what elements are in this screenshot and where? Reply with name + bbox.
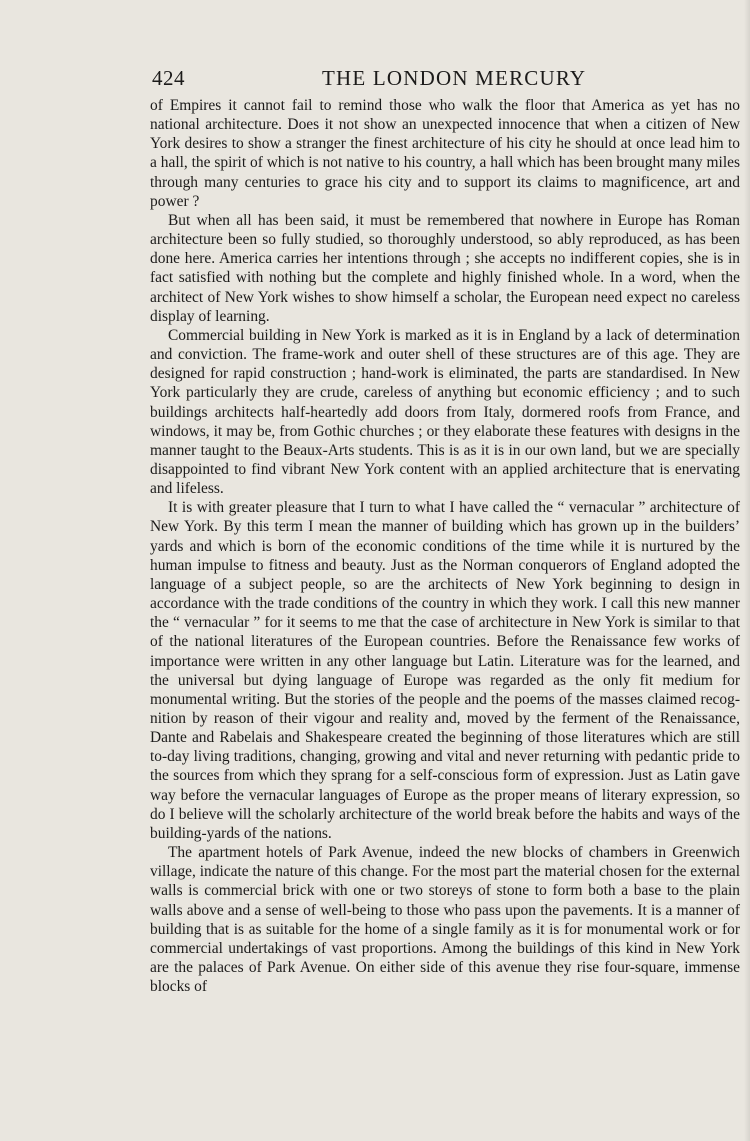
article-body <box>150 96 740 996</box>
paragraph-continued: of Empires it cannot fail to remind those who walk the floor that America as yet has no national architecture. Does it not show an unexpected innocence that when a citizen of New York desires to show a stranger the finest architecture of his city he should at once lead him to a hall, the spirit of which is not native to his country, a hall which has been brought many miles through many centuries to grace his city and to support its claims to magnificence, art and power ? <box>150 97 740 210</box>
paragraph: But when all has been said, it must be remembered that nowhere in Europe has Roman architecture been so fully studied, so thoroughly understood, so ably reproduced, as has been done here. America carries her intentions through ; she accepts no indifferent copies, she is in fact satisfied with nothing but the complete and highly finished whole. In a word, when the architect of New York wishes to show himself a scholar, the European need expect no careless display of learning. <box>150 211 740 325</box>
paragraph: It is with greater pleasure that I turn to what I have called the “ vernacular ” architecture of New York. By this term I mean the manner of building which has grown up in the builders’ yards and which is born of the economic conditions of the time while it is nurtured by the human impulse to fitness and beauty. Just as the Norman conquerors of England adopted the language of a subject people, so are the architects of New York beginning to design in accordance with the trade conditions of the country in which they work. I call this new manner the “ vernacular ” for it seems to me that the case of architecture in New York is similar to that of the national literatures of the European countries. Before the Renaissance few works of importance were written in any other language but Latin. Literature was for the learned, and the universal but dying language of Europe was regarded as the only fit medium for monumental writing. But the stories of the people and the poems of the masses claimed recognition by reason of their vigour and reality and, moved by the ferment of the Renaissance, Dante and Rabelais and Shakespeare created the beginning of those literatures which are still to-day living traditions, changing, growing and vital and never returning with pedantic pride to the sources from which they sprang for a self-conscious form of expression. Just as Latin gave way before the vernacular languages of Europe as the proper means of literary expression, so do I believe will the scholarly architecture of the world break before the habits and ways of the building-yards of the nations. <box>150 499 740 842</box>
running-title: THE LONDON MERCURY <box>322 66 587 90</box>
page-header <box>152 66 740 94</box>
paragraph: Commercial building in New York is marked as it is in England by a lack of determination and conviction. The frame-work and outer shell of these structures are of this age. They are designed for rapid construction ; hand-work is eliminated, the parts are standardised. In New York particularly they are crude, careless of anything but economic efficiency ; and to such buildings architects half-heartedly add doors from Italy, dormered roofs from France, and windows, it may be, from Gothic churches ; or they elaborate these features with designs in the manner taught to the Beaux-Arts students. This is as it is in our own land, but we are specially disappointed to find vibrant New York content with an applied architecture that is enervating and lifeless. <box>150 326 740 498</box>
paragraph: The apartment hotels of Park Avenue, indeed the new blocks of chambers in Greenwich village, indicate the nature of this change. For the most part the material chosen for the external walls is commercial brick with one or two storeys of stone to form both a base to the plain walls above and a sense of well-being to those who pass upon the pavements. It is a manner of building that is as suitable for the home of a single family as it is for monumental work or for commercial undertakings of vast proportions. Among the buildings of this kind in New York are the palaces of Park Avenue. On either side of this avenue they rise four-square, immense blocks of <box>150 844 740 996</box>
page-number: 424 <box>152 66 185 90</box>
page-edge-shadow <box>744 0 750 1141</box>
